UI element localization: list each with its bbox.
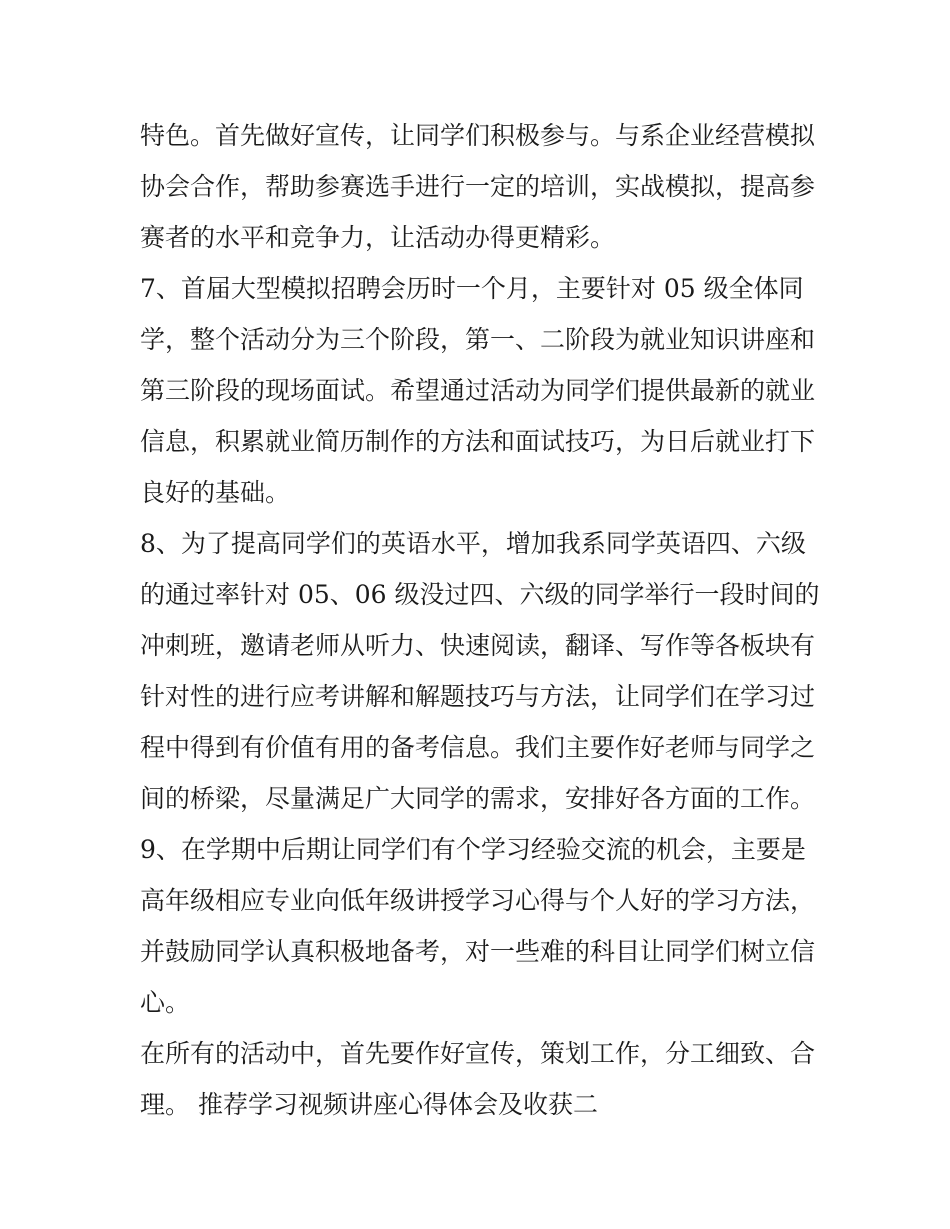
text-line: 8、为了提高同学们的英语水平，增加我系同学英语四、六级 — [140, 529, 806, 558]
document-body — [140, 110, 820, 1130]
text-line: 针对性的进行应考讲解和解题技巧与方法，让同学们在学习过 — [140, 682, 816, 711]
text-line: 第三阶段的现场面试。希望通过活动为同学们提供最新的就业 — [140, 376, 816, 405]
text-line: 并鼓励同学认真积极地备考，对一些难的科目让同学们树立信 — [140, 937, 816, 966]
text-line: 间的桥梁，尽量满足广大同学的需求，安排好各方面的工作。 — [140, 784, 816, 813]
text-line: 信息，积累就业简历制作的方法和面试技巧，为日后就业打下 — [140, 427, 816, 456]
text-line: 在所有的活动中，首先要作好宣传，策划工作，分工细致、合 — [140, 1039, 816, 1068]
text-line: 学，整个活动分为三个阶段，第一、二阶段为就业知识讲座和 — [140, 325, 816, 354]
text-line: 程中得到有价值有用的备考信息。我们主要作好老师与同学之 — [140, 733, 816, 762]
text-line: 冲刺班，邀请老师从听力、快速阅读，翻译、写作等各板块有 — [140, 631, 816, 660]
text-line: 的通过率针对 05、06 级没过四、六级的同学举行一段时间的 — [140, 580, 820, 609]
text-line: 高年级相应专业向低年级讲授学习心得与个人好的学习方法， — [140, 886, 816, 915]
text-line: 9、在学期中后期让同学们有个学习经验交流的机会，主要是 — [140, 835, 806, 864]
text-line: 特色。首先做好宣传，让同学们积极参与。与系企业经营模拟 — [140, 121, 816, 150]
text-line: 7、首届大型模拟招聘会历时一个月，主要针对 05 级全体同 — [140, 274, 804, 303]
text-line: 赛者的水平和竞争力，让活动办得更精彩。 — [140, 223, 616, 252]
text-line: 理。 推荐学习视频讲座心得体会及收获二 — [140, 1090, 598, 1119]
text-line: 协会合作，帮助参赛选手进行一定的培训，实战模拟，提高参 — [140, 172, 816, 201]
text-line: 心。 — [140, 988, 191, 1017]
text-line: 良好的基础。 — [140, 478, 291, 507]
